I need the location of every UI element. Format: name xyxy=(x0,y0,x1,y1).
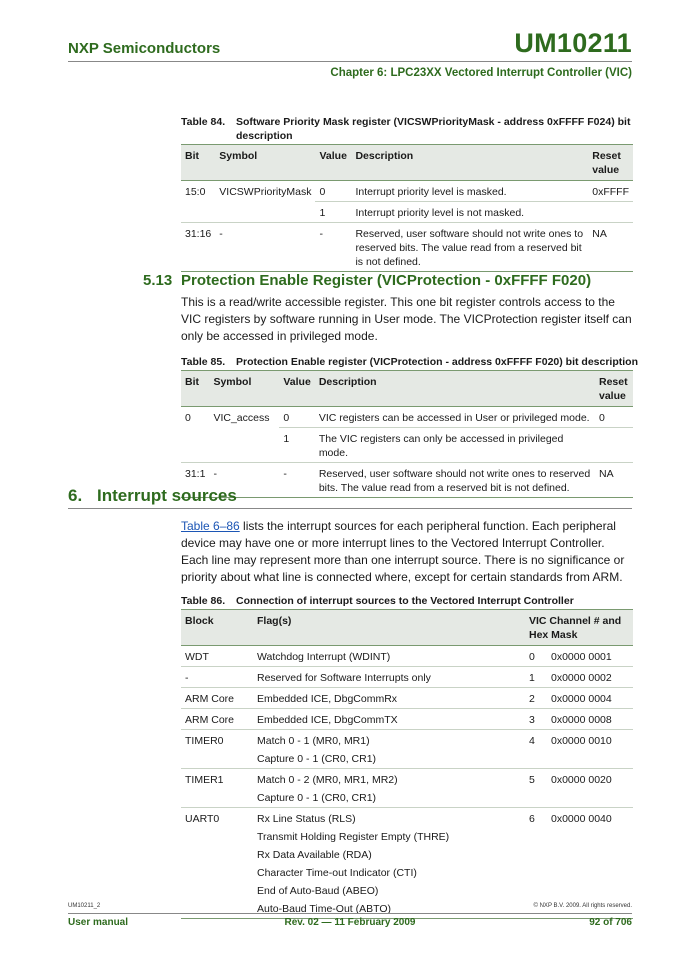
table-86-header-channel: VIC Channel # and Hex Mask xyxy=(525,610,633,646)
table-cell: 0xFFFF xyxy=(592,186,629,198)
table-85-number: Table 85. xyxy=(181,356,226,368)
table-cell: 0x0000 0010 xyxy=(547,730,633,751)
table-cell: Capture 0 - 1 (CR0, CR1) xyxy=(257,792,377,804)
table-row xyxy=(181,646,633,667)
table-cell: Match 0 - 2 (MR0, MR1, MR2) xyxy=(253,769,525,790)
table-cell: Reserved, user software should not write ones to reserved bits. The value read from a reserved bit is not defined. xyxy=(315,463,595,498)
table-cell: Reserved for Software Interrupts only xyxy=(253,667,525,688)
company-name: NXP Semiconductors xyxy=(68,40,221,57)
table-cell: 0 xyxy=(529,651,535,663)
section-6-divider xyxy=(68,508,632,509)
table-cell: 1 xyxy=(279,428,314,463)
table-cell: The VIC registers can only be accessed in privileged mode. xyxy=(315,428,595,463)
table-85-header-reset: Reset value xyxy=(595,371,633,407)
table-row xyxy=(181,882,633,900)
footer-divider xyxy=(68,913,632,914)
table-cell: Rx Data Available (RDA) xyxy=(257,849,372,861)
table-cell: End of Auto-Baud (ABEO) xyxy=(257,885,379,897)
table-row xyxy=(181,789,633,808)
table-cell: Character Time-out Indicator (CTI) xyxy=(257,867,417,879)
table-cell: Match 0 - 1 (MR0, MR1) xyxy=(253,730,525,751)
table-cell: VICSWPriorityMask xyxy=(219,186,312,198)
table-cell xyxy=(181,864,253,882)
table-row xyxy=(181,463,633,498)
table-84-caption xyxy=(181,115,633,143)
table-cell: ARM Core xyxy=(181,688,253,709)
table-cell xyxy=(525,846,547,864)
table-cell: VIC_access xyxy=(213,412,270,424)
table-row xyxy=(181,828,633,846)
table-cell xyxy=(215,202,315,223)
table-cell xyxy=(525,864,547,882)
table-cell: Rx Line Status (RLS) xyxy=(253,808,525,829)
table-cell xyxy=(181,789,253,808)
table-cell: 0x0000 0004 xyxy=(547,688,633,709)
table-cell: ARM Core xyxy=(181,709,253,730)
document-id: UM10211 xyxy=(514,28,632,58)
section-title: Interrupt sources xyxy=(97,486,237,505)
table-cell xyxy=(547,789,633,808)
table-84-header-bit: Bit xyxy=(181,145,215,181)
table-86-title: Connection of interrupt sources to the Vectored Interrupt Controller xyxy=(236,595,574,607)
footer-doc-id: UM10211_2 xyxy=(68,903,101,909)
table-cell: Embedded ICE, DbgCommRx xyxy=(253,688,525,709)
table-row xyxy=(181,808,633,829)
table-row xyxy=(181,709,633,730)
table-cell: 15:0 xyxy=(185,186,206,198)
table-cell: 31:16 xyxy=(181,223,215,272)
table-cell: 0x0000 0001 xyxy=(551,651,612,663)
table-cell: NA xyxy=(595,463,633,498)
section-6-body xyxy=(181,518,633,586)
table-cell: Transmit Holding Register Empty (THRE) xyxy=(257,831,450,843)
table-cell: WDT xyxy=(185,651,209,663)
table-cell xyxy=(181,900,253,919)
table-row xyxy=(181,667,633,688)
table-84-number: Table 84. xyxy=(181,116,226,128)
table-cell xyxy=(525,750,547,769)
table-cell xyxy=(181,828,253,846)
table-84-title: Software Priority Mask register (VICSWPriorityMask - address 0xFFFF F024) bit description xyxy=(236,116,631,142)
table-cell: 1 xyxy=(315,202,351,223)
table-cell: 5 xyxy=(525,769,547,790)
table-row xyxy=(181,181,633,202)
table-cell xyxy=(181,750,253,769)
section-6-body-text: lists the interrupt sources for each peripheral function. Each peripheral device may have one or more interrupt lines to the Vectored Interrupt Controller. Each line may represent more than one interrupt source. There is no significance or priority about what line is connected where, except for certain standards from ARM. xyxy=(181,519,625,584)
table-row xyxy=(181,750,633,769)
table-row xyxy=(181,730,633,751)
table-cell xyxy=(181,846,253,864)
table-cell: - xyxy=(209,463,279,498)
table-cell xyxy=(547,882,633,900)
table-cell xyxy=(181,428,209,463)
table-cell xyxy=(547,846,633,864)
table-85 xyxy=(181,370,633,498)
table-84-header-value: Value xyxy=(315,145,351,181)
table-cell: NA xyxy=(588,223,633,272)
table-cell xyxy=(595,428,633,463)
table-cell: - xyxy=(315,223,351,272)
table-85-header-description: Description xyxy=(315,371,595,407)
table-cell: - xyxy=(181,667,253,688)
table-row xyxy=(181,407,633,428)
table-row xyxy=(181,864,633,882)
table-row xyxy=(181,688,633,709)
table-85-caption xyxy=(181,355,638,369)
table-cell: TIMER0 xyxy=(181,730,253,751)
table-86-number: Table 86. xyxy=(181,595,226,607)
table-86 xyxy=(181,609,633,919)
table-cell: 0 xyxy=(319,186,326,198)
table-85-header-value: Value xyxy=(279,371,314,407)
table-84-header-description: Description xyxy=(351,145,588,181)
table-84-header-symbol: Symbol xyxy=(215,145,315,181)
table-row xyxy=(181,846,633,864)
table-85-title: Protection Enable register (VICProtection - address 0xFFFF F020) bit description xyxy=(236,356,638,368)
chapter-title: Chapter 6: LPC23XX Vectored Interrupt Controller (VIC) xyxy=(330,67,632,79)
table-84-header-reset: Reset value xyxy=(588,145,633,181)
table-cell xyxy=(547,828,633,846)
table-84 xyxy=(181,144,633,272)
table-cell: 4 xyxy=(525,730,547,751)
table-cell: Interrupt priority level is masked. xyxy=(355,186,507,198)
table-cell: 0 xyxy=(283,412,290,424)
table-cell xyxy=(547,750,633,769)
table-cell: 0x0000 0002 xyxy=(547,667,633,688)
table-cell xyxy=(181,882,253,900)
table-85-header-symbol: Symbol xyxy=(209,371,279,407)
table-cell: Watchdog Interrupt (WDINT) xyxy=(257,651,391,663)
section-number: 5.13 xyxy=(143,272,173,289)
table-row xyxy=(181,428,633,463)
table-85-header-bit: Bit xyxy=(181,371,209,407)
table-cell: 6 xyxy=(525,808,547,829)
table-cell: TIMER1 xyxy=(181,769,253,790)
table-cell: Reserved, user software should not write ones to reserved bits. The value read from a reserved bit is not defined. xyxy=(351,223,588,272)
table-row xyxy=(181,223,633,272)
table-cell xyxy=(547,864,633,882)
table-cell xyxy=(525,828,547,846)
footer-doc-type: User manual xyxy=(68,917,129,928)
table-cell: 31:1 xyxy=(181,463,209,498)
table-cell: - xyxy=(215,223,315,272)
table-86-caption xyxy=(181,594,633,608)
table-cell: UART0 xyxy=(181,808,253,829)
table-cell: 0x0000 0020 xyxy=(547,769,633,790)
table-cell: Auto-Baud Time-Out (ABTO) xyxy=(253,900,525,919)
table-cell xyxy=(181,202,215,223)
table-cell: Capture 0 - 1 (CR0, CR1) xyxy=(257,753,377,765)
table-86-header-flags: Flag(s) xyxy=(253,610,525,646)
table-cell: VIC registers can be accessed in User or privileged mode. xyxy=(318,412,590,424)
table-row xyxy=(181,769,633,790)
table-cell: - xyxy=(279,463,314,498)
table-cell: 0x0000 0008 xyxy=(547,709,633,730)
table-cell: 0 xyxy=(598,412,605,424)
footer-revision: Rev. 02 — 11 February 2009 xyxy=(284,917,416,928)
footer-page-number: 92 of 706 xyxy=(589,917,632,928)
table-86-header-block: Block xyxy=(181,610,253,646)
section-5-13-body: This is a read/write accessible register. This one bit register controls access to the VIC registers by software running in User mode. The VICProtection register itself can only be accessed in privileged mode. xyxy=(181,295,632,343)
section-number: 6. xyxy=(68,486,83,505)
table-cell: 3 xyxy=(525,709,547,730)
table-cell xyxy=(525,789,547,808)
table-6-86-link[interactable]: Table 6–86 xyxy=(181,519,240,533)
table-cell: 1 xyxy=(525,667,547,688)
table-cell: Interrupt priority level is not masked. xyxy=(351,202,588,223)
table-row xyxy=(181,202,633,223)
table-cell: Embedded ICE, DbgCommTX xyxy=(253,709,525,730)
section-title: Protection Enable Register (VICProtection - 0xFFFF F020) xyxy=(181,272,592,289)
header-divider xyxy=(68,61,632,62)
table-cell xyxy=(209,428,279,463)
table-cell: 2 xyxy=(525,688,547,709)
footer-copyright: © NXP B.V. 2009. All rights reserved. xyxy=(533,903,632,909)
table-cell xyxy=(525,882,547,900)
table-cell: 0x0000 0040 xyxy=(547,808,633,829)
table-cell: 0 xyxy=(185,412,191,424)
table-cell xyxy=(588,202,633,223)
